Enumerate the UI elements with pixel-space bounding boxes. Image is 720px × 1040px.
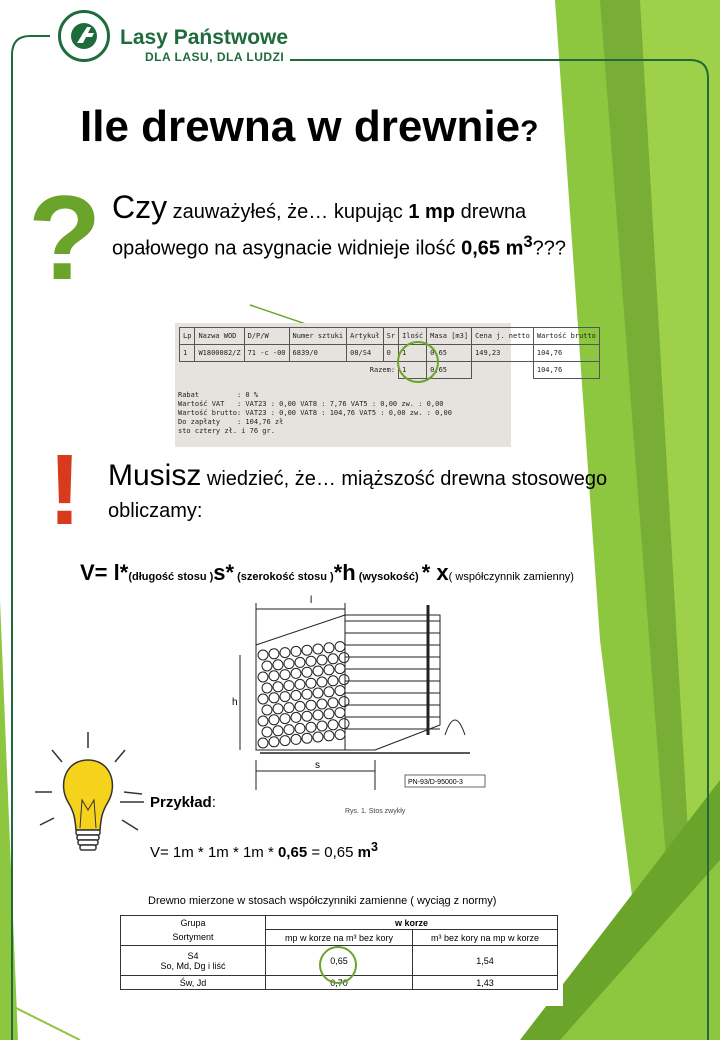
log-end (258, 650, 268, 660)
log-end (317, 721, 327, 731)
log-end (328, 698, 338, 708)
log-end (324, 643, 334, 653)
invoice-data-row: 1 W1800082/Z 71 -c -00 6839/0 08/S4 0 1 0,65 149,23 104,76 (180, 345, 600, 362)
logo-subtitle: DLA LASU, DLA LUDZI (145, 50, 285, 64)
table-row: S4 So, Md, Dg i liść 0,65 1,54 (121, 946, 558, 976)
logo-title: Lasy Państwowe (120, 26, 289, 49)
log-end (306, 700, 316, 710)
log-end (280, 648, 290, 658)
norm-table: Grupa w korze Sortyment mp w korze na m³ bez kory m³ bez kory na mp w korze S4 So, Md, Dg i liść 0,65 1,54 Św, Jd 0,70 1,43 (120, 915, 558, 990)
log-end (302, 711, 312, 721)
must-text: Musisz wiedzieć, że… miąższość drewna stosowego obliczamy: (108, 459, 608, 522)
volume-formula: V= l*(długość stosu )s* (szerokość stosu )*h (wysokość) * x( współczynnik zamienny) (80, 560, 574, 585)
log-end (284, 681, 294, 691)
highlight-circle-norm (319, 946, 357, 984)
log-end (269, 671, 279, 681)
example-formula: V= 1m * 1m * 1m * 0,65 = 0,65 $m^3$ (150, 840, 378, 861)
log-end (262, 683, 272, 693)
log-end (295, 679, 305, 689)
log-end (284, 703, 294, 713)
log-end (324, 709, 334, 719)
log-end (302, 645, 312, 655)
norm-table-title: Drewno mierzone w stosach współczynniki zamienne ( wyciąg z normy) (148, 895, 497, 907)
log-end (335, 686, 345, 696)
log-end (280, 670, 290, 680)
tree-logo-icon (61, 13, 107, 59)
log-end (258, 716, 268, 726)
invoice-header-row: Lp Nazwa WOD D/P/W Numer sztuki Artykuł Sr Ilość Masa [m3] Cena j. netto Wartość brutto (180, 328, 600, 345)
label-l: l (310, 595, 313, 606)
exclamation-mark-icon: ! (48, 434, 82, 546)
log-end (313, 688, 323, 698)
lightbulb-icon (30, 730, 150, 860)
log-end (262, 661, 272, 671)
log-end (295, 723, 305, 733)
invoice-table (179, 327, 600, 379)
woodpile-caption: Rys. 1. Stos zwykły (345, 808, 406, 815)
log-end (258, 694, 268, 704)
table-row: Św, Jd 0,70 1,43 (121, 976, 558, 990)
highlight-circle (397, 341, 439, 383)
log-end (273, 682, 283, 692)
pointer-line (120, 800, 150, 804)
log-end (335, 664, 345, 674)
invoice-photo (175, 323, 596, 447)
log-end (295, 657, 305, 667)
log-end (258, 738, 268, 748)
log-end (313, 710, 323, 720)
invoice-footer: Rabat : 0 % Wartość VAT : VAT23 : 0,00 VAT8 : 7,76 VAT5 : 0,00 zw. : 0,00 Wartość brutto: VAT23 : 0,00 VAT8 : 104,76 VAT5 : 0,00 zw. : 0,00 Do zapłaty : 104,76 zł sto cztery zł. i 76 gr. (178, 391, 452, 435)
log-end (291, 646, 301, 656)
log-end (324, 731, 334, 741)
woodpile-icon (230, 585, 490, 815)
log-end (273, 660, 283, 670)
log-end (269, 737, 279, 747)
log-end (328, 676, 338, 686)
log-end (284, 725, 294, 735)
log-end (317, 655, 327, 665)
label-s: s (315, 760, 320, 771)
log-end (306, 722, 316, 732)
woodpile-drawing (230, 585, 490, 815)
log-end (335, 730, 345, 740)
log-end (258, 672, 268, 682)
log-end (317, 677, 327, 687)
log-end (273, 726, 283, 736)
question-mark-icon: ? (28, 171, 102, 305)
log-end (291, 712, 301, 722)
log-end (328, 654, 338, 664)
log-end (335, 642, 345, 652)
log-end (280, 692, 290, 702)
log-end (280, 736, 290, 746)
log-end (295, 701, 305, 711)
log-end (317, 699, 327, 709)
log-end (306, 678, 316, 688)
log-end (262, 705, 272, 715)
log-end (269, 693, 279, 703)
log-end (291, 690, 301, 700)
log-end (313, 666, 323, 676)
log-end (280, 714, 290, 724)
page-title: Ile drewna w drewnie? (80, 102, 539, 151)
log-end (284, 659, 294, 669)
log-end (269, 649, 279, 659)
log-end (291, 668, 301, 678)
log-end (291, 734, 301, 744)
log-end (302, 667, 312, 677)
log-end (324, 687, 334, 697)
question-text: Czy zauważyłeś, że… kupując 1 mp drewna opałowego na asygnacie widnieje ilość 0,65 $m^3$??? (112, 189, 567, 260)
log-end (306, 656, 316, 666)
log-end (328, 720, 338, 730)
log-end (302, 733, 312, 743)
log-end (302, 689, 312, 699)
log-end (313, 644, 323, 654)
logo-emblem (58, 10, 110, 62)
label-h: h (232, 697, 238, 708)
log-end (262, 727, 272, 737)
log-end (313, 732, 323, 742)
log-end (273, 704, 283, 714)
example-label: Przykład: (150, 794, 216, 811)
log-end (269, 715, 279, 725)
log-end (339, 719, 349, 729)
log-end (339, 675, 349, 685)
log-end (339, 653, 349, 663)
log-end (335, 708, 345, 718)
standard-stamp: PN-93/D-95000-3 (408, 779, 463, 786)
log-end (324, 665, 334, 675)
invoice-total-row: Razem: 1 0,65 104,76 (180, 362, 600, 379)
